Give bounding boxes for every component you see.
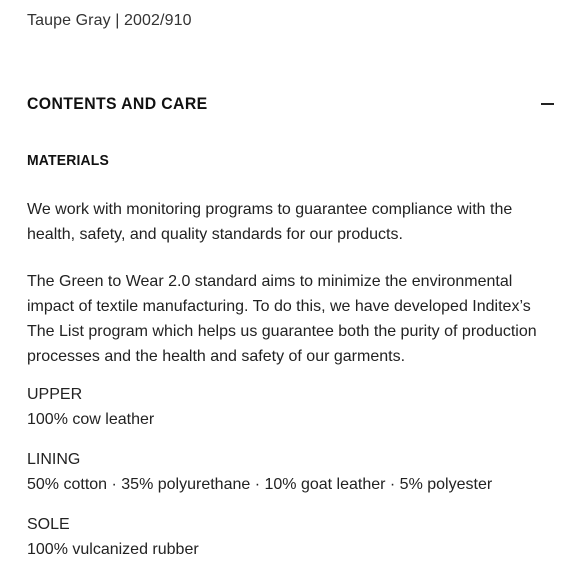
materials-paragraph: The Green to Wear 2.0 standard aims to minimize the environmental impact of textile manufacturing. To do this, we have developed Inditex’s The List program which helps us guarantee both the purity of production processes and the health and safety of our garments. [27, 273, 537, 365]
sole-composition: 100% vulcanized rubber [27, 541, 199, 558]
upper-composition: 100% cow leather [27, 411, 155, 428]
lining-composition: 50% cotton · 35% polyurethane · 10% goat leather · 5% polyester [27, 476, 493, 493]
materials-heading: MATERIALS [27, 152, 110, 169]
upper-label: UPPER [27, 386, 83, 403]
lining-label: LINING [27, 451, 81, 468]
materials-paragraph: We work with monitoring programs to guarantee compliance with the health, safety, and quality standards for our products. [27, 201, 513, 243]
contents-and-care-toggle[interactable] [27, 93, 554, 117]
minus-icon[interactable] [541, 103, 554, 105]
sole-label: SOLE [27, 516, 70, 533]
section-title: CONTENTS AND CARE [27, 94, 208, 113]
product-color-reference: Taupe Gray | 2002/910 [27, 12, 192, 29]
